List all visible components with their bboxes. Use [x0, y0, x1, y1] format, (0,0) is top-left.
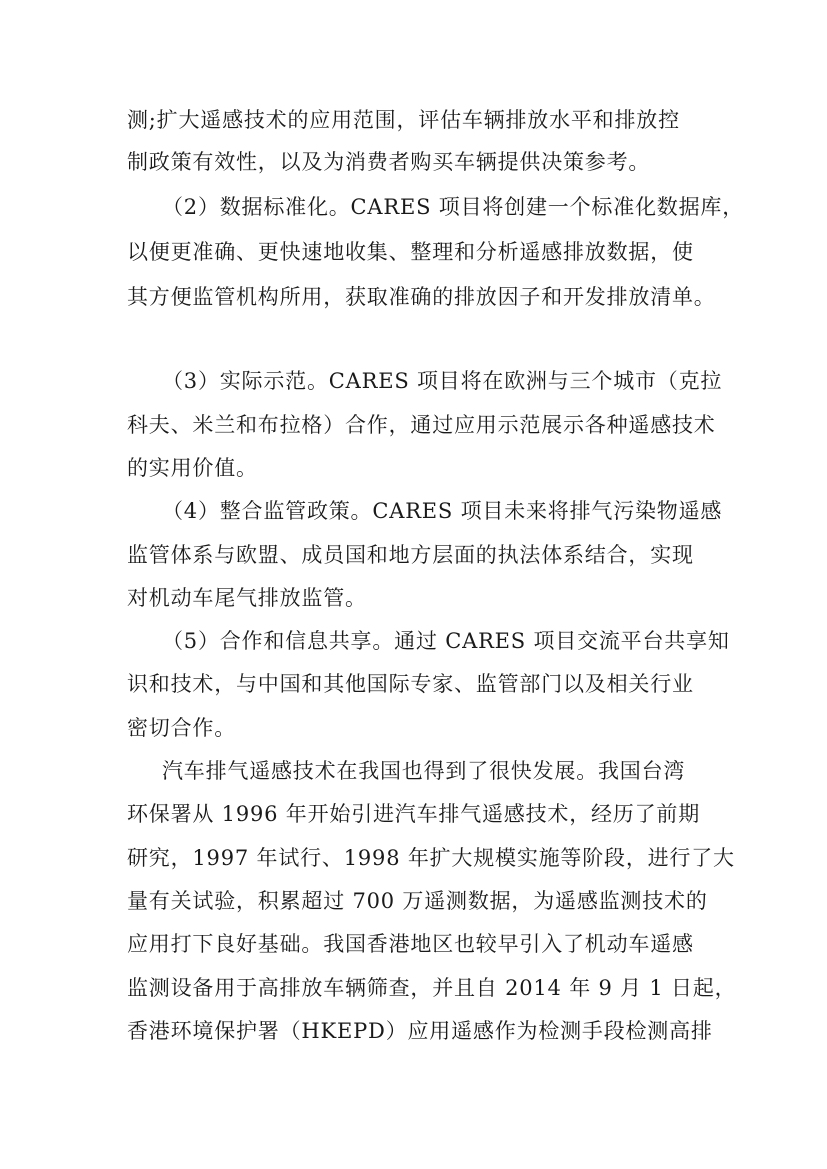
text-line: 应用打下良好基础。我国香港地区也较早引入了机动车遥感 — [127, 932, 694, 956]
text-line: （4）整合监管政策。CARES 项目未来将排气污染物遥感 — [162, 499, 723, 523]
text-line: 科夫、米兰和布拉格）合作，通过应用示范展示各种遥感技术 — [127, 413, 716, 437]
text-line: 的实用价值。 — [127, 456, 258, 480]
text-line: 密切合作。 — [127, 716, 236, 740]
text-line: （5）合作和信息共享。通过 CARES 项目交流平台共享知 — [162, 629, 730, 653]
text-line: 香港环境保护署（HKEPD）应用遥感作为检测手段检测高排 — [127, 1019, 713, 1043]
text-line: （3）实际示范。CARES 项目将在欧洲与三个城市（克拉 — [162, 369, 723, 393]
text-line: 识和技术，与中国和其他国际专家、监管部门以及相关行业 — [127, 672, 694, 696]
text-line: 研究，1997 年试行、1998 年扩大规模实施等阶段，进行了大 — [127, 846, 735, 870]
text-line: 量有关试验，积累超过 700 万遥测数据，为遥感监测技术的 — [127, 889, 708, 913]
text-line: 其方便监管机构所用，获取准确的排放因子和开发排放清单。 — [127, 285, 716, 309]
text-line: 汽车排气遥感技术在我国也得到了很快发展。我国台湾 — [162, 759, 686, 783]
text-line: 对机动车尾气排放监管。 — [127, 586, 367, 610]
text-line: 监管体系与欧盟、成员国和地方层面的执法体系结合，实现 — [127, 543, 694, 567]
text-line: （2）数据标准化。CARES 项目将创建一个标准化数据库， — [162, 195, 744, 219]
text-line: 制政策有效性，以及为消费者购买车辆提供决策参考。 — [127, 150, 651, 174]
text-line: 监测设备用于高排放车辆筛查，并且自 2014 年 9 月 1 日起， — [127, 976, 737, 1000]
text-line: 测;扩大遥感技术的应用范围，评估车辆排放水平和排放控 — [127, 108, 680, 132]
text-line: 以便更准确、更快速地收集、整理和分析遥感排放数据，使 — [127, 240, 694, 264]
text-line: 环保署从 1996 年开始引进汽车排气遥感技术，经历了前期 — [127, 802, 700, 826]
